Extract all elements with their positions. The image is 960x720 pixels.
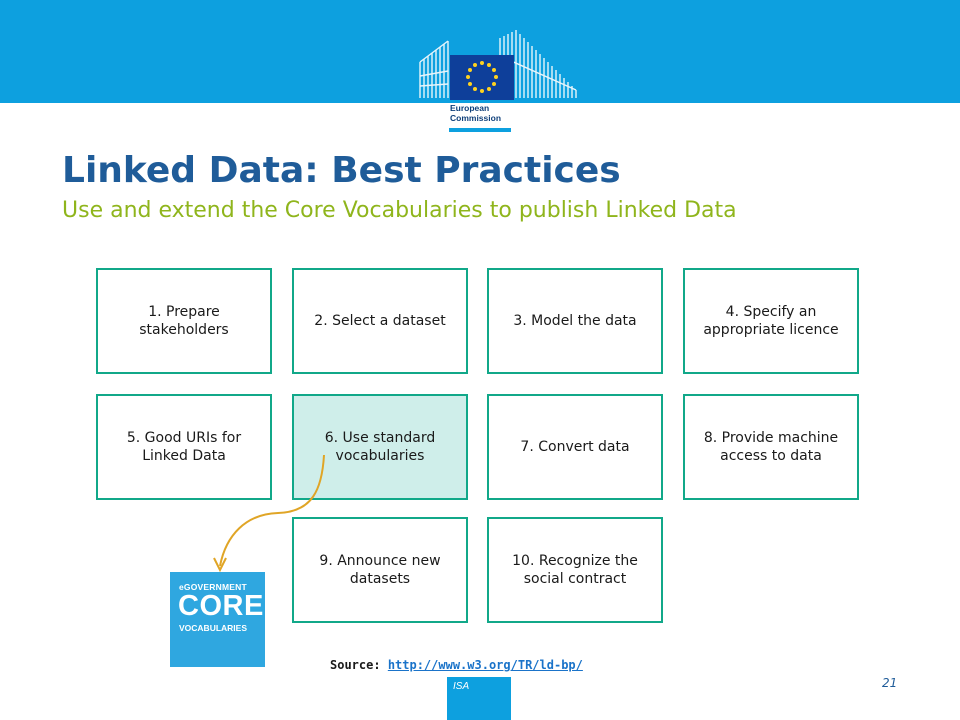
ec-logo-underline (449, 128, 511, 132)
source-label: Source: (330, 658, 381, 672)
step-6-box: 6. Use standard vocabularies (292, 394, 468, 500)
step-3-box: 3. Model the data (487, 268, 663, 374)
step-8-box: 8. Provide machine access to data (683, 394, 859, 500)
isa-label: ISA (453, 681, 470, 692)
step-9-box: 9. Announce new datasets (292, 517, 468, 623)
core-logo-line3: VOCABULARIES (179, 623, 248, 633)
ec-logo-text (450, 103, 501, 123)
ec-logo-line2: Commission (450, 113, 502, 123)
source-citation (330, 658, 583, 672)
source-link[interactable]: http://www.w3.org/TR/ld-bp/ (387, 658, 583, 672)
step-7-box: 7. Convert data (487, 394, 663, 500)
step-4-box: 4. Specify an appropriate licence (683, 268, 859, 374)
page-number: 21 (882, 676, 898, 690)
ec-logo-line1: European (450, 103, 490, 113)
core-logo-line1: eGOVERNMENT (179, 582, 247, 592)
step-5-box: 5. Good URIs for Linked Data (96, 394, 272, 500)
slide-title: Linked Data: Best Practices (62, 150, 621, 191)
step-1-box: 1. Prepare stakeholders (96, 268, 272, 374)
step-2-box: 2. Select a dataset (292, 268, 468, 374)
core-vocabularies-logo (170, 572, 265, 667)
step-10-box: 10. Recognize the social contract (487, 517, 663, 623)
core-logo-line2: CORE (178, 590, 264, 622)
isa-logo (447, 677, 511, 720)
slide-subtitle: Use and extend the Core Vocabularies to publish Linked Data (62, 198, 737, 223)
